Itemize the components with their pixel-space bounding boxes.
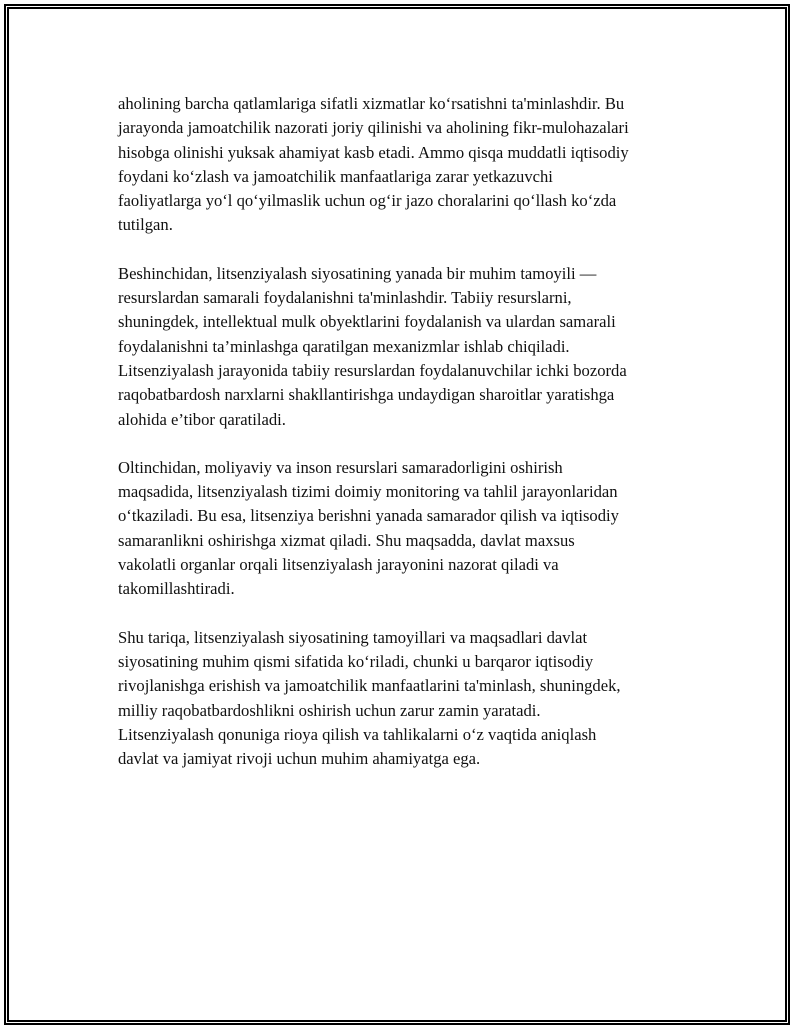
paragraph-1: aholining barcha qatlamlariga sifatli xizmatlar ko‘rsatishni ta'minlashdir. Bu jarayonda jamoatchilik nazorati joriy qilinishi va aholining fikr-mulohazalari hisobga olinishi yuksak ahamiyat kasb etadi. Ammo qisqa muddatli iqtisodiy foydani ko‘zlash va jamoatchilik manfaatlariga zarar yetkazuvchi faoliyatlarga yo‘l qo‘yilmaslik uchun og‘ir jazo choralarini qo‘llash ko‘zda tutilgan.	[118, 94, 629, 235]
document-body	[118, 92, 688, 795]
paragraph-2: Beshinchidan, litsenziyalash siyosatining yanada bir muhim tamoyili — resurslardan samarali foydalanishni ta'minlashdir. Tabiiy resurslarni, shuningdek, intellektual mulk obyektlarini foydalanish va ulardan samarali foydalanishni ta’minlashga qaratilgan mexanizmlar ishlab chiqiladi. Litsenziyalash jarayonida tabiiy resurslardan foydalanuvchilar ichki bozorda raqobatbardosh narxlarni shakllantirishga undaydigan sharoitlar yaratishga alohida e’tibor qaratiladi.	[118, 263, 627, 429]
paragraph-4: Shu tariqa, litsenziyalash siyosatining tamoyillari va maqsadlari davlat siyosatining muhim qismi sifatida ko‘riladi, chunki u barqaror iqtisodiy rivojlanishga erishish va jamoatchilik manfaatlarini ta'minlash, shuningdek, milliy raqobatbardoshlikni oshirish uchun zarur zamin yaratadi. Litsenziyalash qonuniga rioya qilish va tahlikalarni o‘z vaqtida aniqlash davlat va jamiyat rivoji uchun muhim ahamiyatga ega.	[118, 627, 621, 769]
paragraph-3: Oltinchidan, moliyaviy va inson resurslari samaradorligini oshirish maqsadida, litsenziyalash tizimi doimiy monitoring va tahlil jarayonlaridan o‘tkaziladi. Bu esa, litsenziya berishni yanada samarador qilish va iqtisodiy samaranlikni oshirishga xizmat qiladi. Shu maqsadda, davlat maxsus vakolatli organlar orqali litsenziyalash jarayonini nazorat qiladi va takomillashtiradi.	[118, 457, 619, 599]
